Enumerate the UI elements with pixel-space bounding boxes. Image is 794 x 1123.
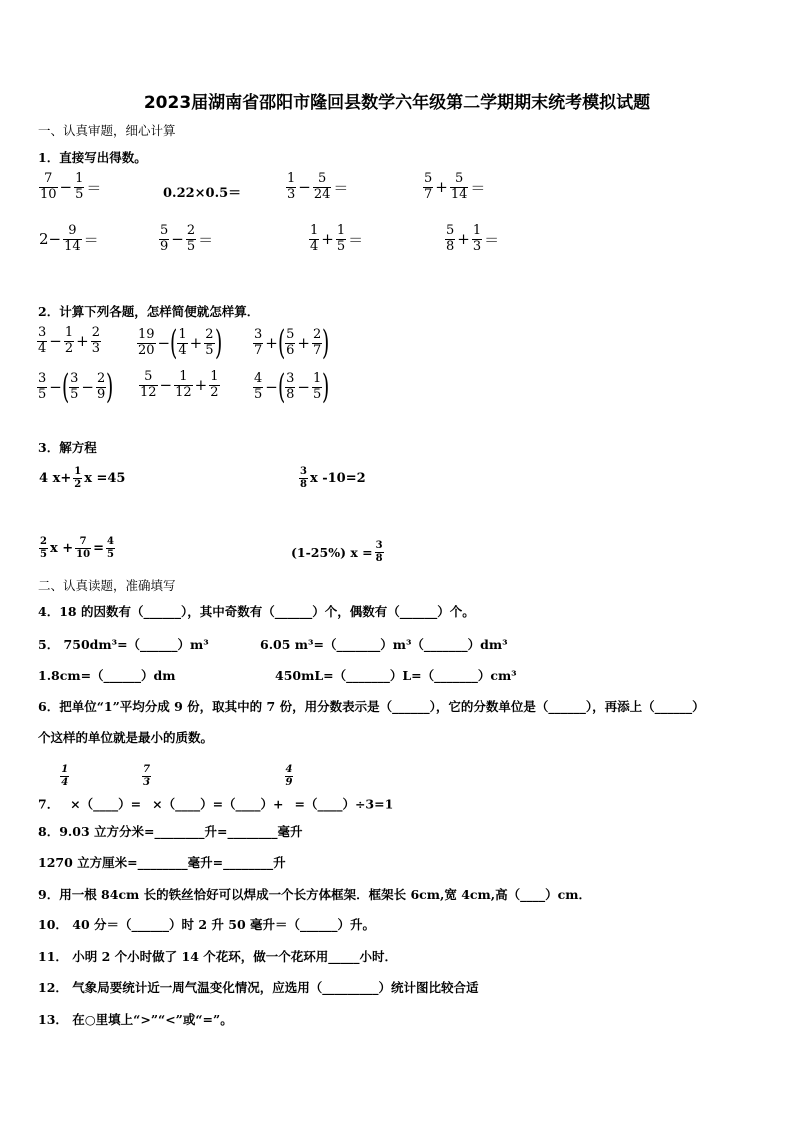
section-1-heading: 一、认真审题，细心计算 — [38, 123, 176, 138]
q3-equation-4: (1-25%) x = $\frac{3}{8}$ — [291, 540, 383, 564]
q1-item-6: $\frac{5}{9}$ − $\frac{2}{5}$ ＝ — [160, 223, 214, 254]
q1-item-2: 0.22×0.5＝ — [163, 186, 242, 201]
q1-item-1: $\frac{7}{10}$ − $\frac{1}{5}$ ＝ — [40, 171, 102, 202]
q2-expr-3: $\frac{3}{7}$ +( $\frac{5}{6}$ + $\frac{2}{7}$ ) — [254, 323, 330, 363]
question-3-label: 3．解方程 — [38, 440, 97, 455]
q3-equation-3: $\frac{2}{5}$ x + $\frac{7}{10}$ = $\frac{4}{5}$ — [40, 536, 114, 560]
question-6-line-2: 个这样的单位就是最小的质数。 — [38, 730, 214, 745]
question-11: 11． 小明 2 个小时做了 14 个花环，做一个花环用_____小时． — [38, 949, 397, 964]
page-title: 2023届湖南省邵阳市隆回县数学六年级第二学期期末统考模拟试题 — [143, 93, 651, 113]
question-5-c: 1.8cm=（______）dm — [38, 668, 176, 683]
q1-item-5: 2− $\frac{9}{14}$ ＝ — [39, 223, 99, 254]
question-2-label: 2．计算下列各题，怎样简便就怎样算． — [38, 304, 260, 319]
question-9: 9．用一根 84cm 长的铁丝恰好可以焊成一个长方体框架．框架长 6cm,宽 4cm,高（____）cm． — [38, 887, 591, 902]
q3-equation-2: $\frac{3}{8}$ x -10=2 — [300, 466, 366, 490]
q1-item-7: $\frac{1}{4}$ + $\frac{1}{5}$ ＝ — [310, 223, 364, 254]
question-12: 12． 气象局要统计近一周气温变化情况，应选用（_________）统计图比较合适 — [38, 980, 479, 995]
q1-item-3: $\frac{1}{3}$ − $\frac{5}{24}$ ＝ — [287, 171, 349, 202]
question-4: 4．18 的因数有（______），其中奇数有（______）个，偶数有（______）个。 — [38, 604, 475, 619]
q2-expr-4: $\frac{3}{5}$ −( $\frac{3}{5}$ − $\frac{2}{9}$ ) — [38, 367, 114, 407]
q2-expr-5: $\frac{5}{12}$ − $\frac{1}{12}$ + $\frac{1}{2}$ — [140, 369, 219, 400]
question-10: 10． 40 分＝（______）时 2 升 50 毫升＝（______）升。 — [38, 917, 375, 932]
q1-item-8: $\frac{5}{8}$ + $\frac{1}{3}$ ＝ — [446, 223, 500, 254]
question-6-line-1: 6．把单位“1”平均分成 9 份，取其中的 7 份，用分数表示是（______），它的分数单位是（______），再添上（______） — [38, 699, 705, 714]
question-8-b: 1270 立方厘米=________毫升=________升 — [38, 855, 286, 870]
q1-item-4: $\frac{5}{7}$ + $\frac{5}{14}$ ＝ — [424, 171, 486, 202]
question-8-a: 8．9.03 立方分米=________升=________毫升 — [38, 824, 303, 839]
q2-expr-6: $\frac{4}{5}$ −( $\frac{3}{8}$ − $\frac{1}{5}$ ) — [254, 367, 330, 407]
question-5-b: 6.05 m³=（_______）m³（_______）dm³ — [260, 637, 508, 652]
q2-expr-1: $\frac{3}{4}$ − $\frac{1}{2}$ + $\frac{2}{3}$ — [38, 325, 100, 356]
question-7: 7． $\frac{1}{4}$ ×（____）= $\frac{7}{3}$ ×（____）=（____）+ $\frac{4}{9}$ =（____）÷3=1 — [38, 764, 394, 812]
question-13: 13． 在○里填上“>”“<”或“=”。 — [38, 1012, 233, 1027]
section-2-heading: 二、认真读题，准确填写 — [38, 578, 176, 593]
question-1-label: 1．直接写出得数。 — [38, 150, 147, 165]
question-5-d: 450mL=（_______）L=（_______）cm³ — [275, 668, 517, 683]
q3-equation-1: 4 x+ $\frac{1}{2}$ x =45 — [39, 466, 126, 490]
q2-expr-2: $\frac{19}{20}$ −( $\frac{1}{4}$ + $\frac{2}{5}$ ) — [138, 323, 222, 363]
question-5-a: 5． 750dm³=（______）m³ — [38, 637, 209, 652]
